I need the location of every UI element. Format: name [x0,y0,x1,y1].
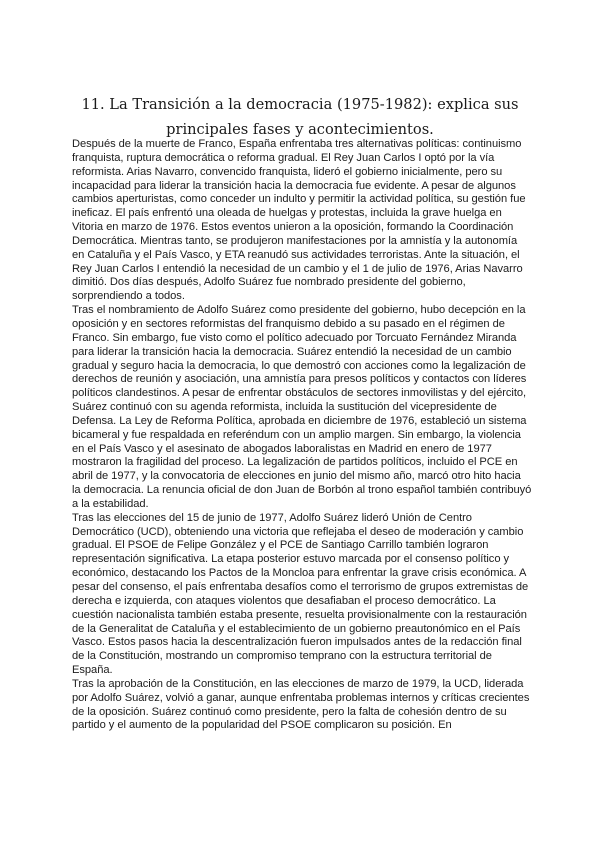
document-body [72,138,532,733]
paragraph-2: Tras el nombramiento de Adolfo Suárez como presidente del gobierno, hubo decepción en la oposición y en sectores reformistas del franquismo debido a su pasado en el régimen de Franco. Sin embargo, fue visto como el político adecuado por Torcuato Fernández Miranda para liderar la transición hacia la democracia. Suárez entendió la necesidad de un cambio gradual y seguro hacia la democracia, lo que demostró con acciones como la legalización de derechos de reunión y asociación, una amnistía para presos políticos y contactos con líderes políticos clandestinos. A pesar de enfrentar obstáculos de sectores inmovilistas y del ejército, Suárez continuó con su agenda reformista, incluida la sustitución del vicepresidente de Defensa. La Ley de Reforma Política, aprobada en diciembre de 1976, estableció un sistema bicameral y fue respaldada en referéndum con un amplio margen. Sin embargo, la violencia en el País Vasco y el asesinato de abogados laboralistas en Madrid en enero de 1977 mostraron la fragilidad del proceso. La legalización de partidos políticos, incluido el PCE en abril de 1977, y la convocatoria de elecciones en junio del mismo año, marcó otro hito hacia la democracia. La renuncia oficial de don Juan de Borbón al trono español también contribuyó a la estabilidad. [72,304,532,510]
paragraph-1: Después de la muerte de Franco, España enfrentaba tres alternativas políticas: continuismo franquista, ruptura democrática o reforma gradual. El Rey Juan Carlos I optó por la vía reformista. Arias Navarro, convencido franquista, lideró el gobierno inicialmente, pero su incapacidad para liderar la transición hacia la democracia fue evidente. A pesar de algunos cambios aperturistas, como conceder un indulto y permitir la actividad política, su gestión fue ineficaz. El país enfrentó una oleada de huelgas y protestas, incluida la grave huelga en Vitoria en marzo de 1976. Estos eventos unieron a la oposición, formando la Coordinación Democrática. Mientras tanto, se produjeron manifestaciones por la amnistía y la autonomía en Cataluña y el País Vasco, y ETA reanudó sus actividades terroristas. Ante la situación, el Rey Juan Carlos I entendió la necesidad de un cambio y el 1 de julio de 1976, Arias Navarro dimitió. Dos días después, Adolfo Suárez fue nombrado presidente del gobierno, sorprendiendo a todos. [72,138,526,303]
paragraph-4: Tras la aprobación de la Constitución, en las elecciones de marzo de 1979, la UCD, liderada por Adolfo Suárez, volvió a ganar, aunque enfrentaba problemas internos y críticas crecientes de la oposición. Suárez continuó como presidente, pero la falta de cohesión dentro de su partido y el aumento de la popularidad del PSOE complicaron su posición. En [72,677,530,732]
paragraph-3: Tras las elecciones del 15 de junio de 1977, Adolfo Suárez lideró Unión de Centro Democrático (UCD), obteniendo una victoria que reflejaba el deseo de moderación y cambio gradual. El PSOE de Felipe González y el PCE de Santiago Carrillo también lograron representación significativa. La etapa posterior estuvo marcada por el consenso político y económico, destacando los Pactos de la Moncloa para enfrentar la grave crisis económica. A pesar del consenso, el país enfrentaba desafíos como el terrorismo de grupos extremistas de derecha e izquierda, con ataques violentos que desafiaban el proceso democrático. La cuestión nacionalista también estaba presente, resuelta provisionalmente con la restauración de la Generalitat de Cataluña y el establecimiento de un gobierno preautonómico en el País Vasco. Estos pasos hacia la descentralización fueron impulsados antes de la redacción final de la Constitución, mostrando un compromiso temprano con la estructura territorial de España. [72,511,529,677]
page-title: 11. La Transición a la democracia (1975-1982): explica sus principales fases y acontecimientos. [81,96,519,138]
